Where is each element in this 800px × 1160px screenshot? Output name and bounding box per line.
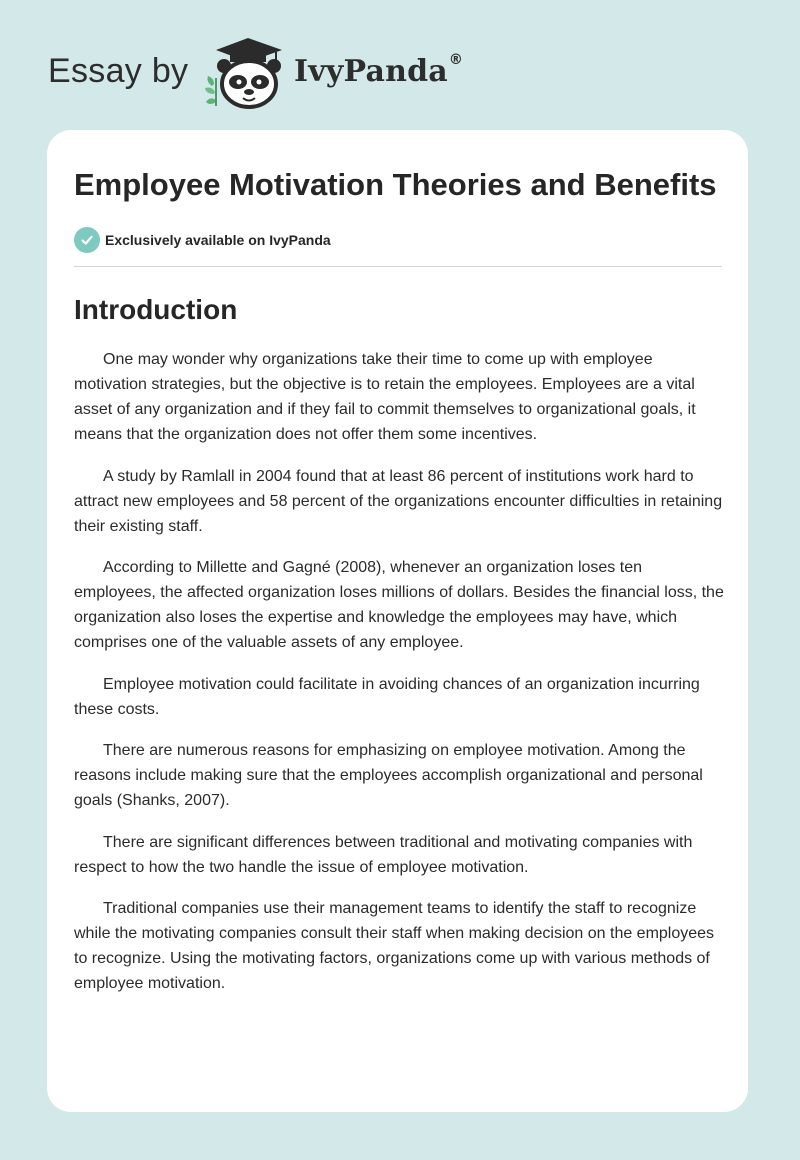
registered-mark: ®: [448, 52, 464, 68]
paragraph: A study by Ramlall in 2004 found that at least 86 percent of institutions work hard to attract new employees and 58 percent of the organizations encounter difficulties in retaining their existing staff.: [74, 467, 723, 535]
paragraph: According to Millette and Gagné (2008), whenever an organization loses ten employees, the affected organization loses millions of dollars. Besides the financial loss, the organization also loses the expertise and knowledge the employees may have, which comprises one of the valuable assets of any employee.: [74, 559, 724, 651]
essay-by-label: Essay by: [48, 52, 189, 90]
paragraph: There are numerous reasons for emphasizing on employee motivation. Among the reasons include making sure that the employees accomplish organizational and personal goals (Shanks, 2007).: [74, 742, 703, 809]
check-circle-icon: [74, 227, 100, 253]
badge-label: Exclusively available on IvyPanda: [105, 232, 331, 248]
paragraph: One may wonder why organizations take their time to come up with employee motivation strategies, but the objective is to retain the employees. Employees are a vital asset of any organization and if they fail to commit themselves to organizational goals, it means that the organization does not offer them some incentives.: [74, 351, 696, 443]
panda-graduate-logo-icon[interactable]: [202, 34, 292, 110]
paragraph: Traditional companies use their management teams to identify the staff to recognize while the motivating companies consult their staff when making decision on the employees to recognize. Using the motivating factors, organizations come up with various methods of employee motivation.: [74, 900, 715, 992]
paragraph: There are significant differences between traditional and motivating companies with respect to how the two handle the issue of employee motivation.: [74, 833, 693, 876]
section-title: Introduction: [74, 294, 238, 325]
site-header: [48, 34, 548, 110]
page-title: Employee Motivation Theories and Benefits: [74, 167, 717, 202]
exclusive-badge: [74, 226, 722, 254]
brand-text: IvyPanda: [294, 54, 448, 89]
article-body: [74, 347, 722, 996]
divider: [74, 266, 722, 267]
paragraph: Employee motivation could facilitate in avoiding chances of an organization incurring these costs.: [74, 675, 700, 718]
essay-card: [47, 130, 748, 1112]
brand-name[interactable]: [294, 54, 463, 89]
